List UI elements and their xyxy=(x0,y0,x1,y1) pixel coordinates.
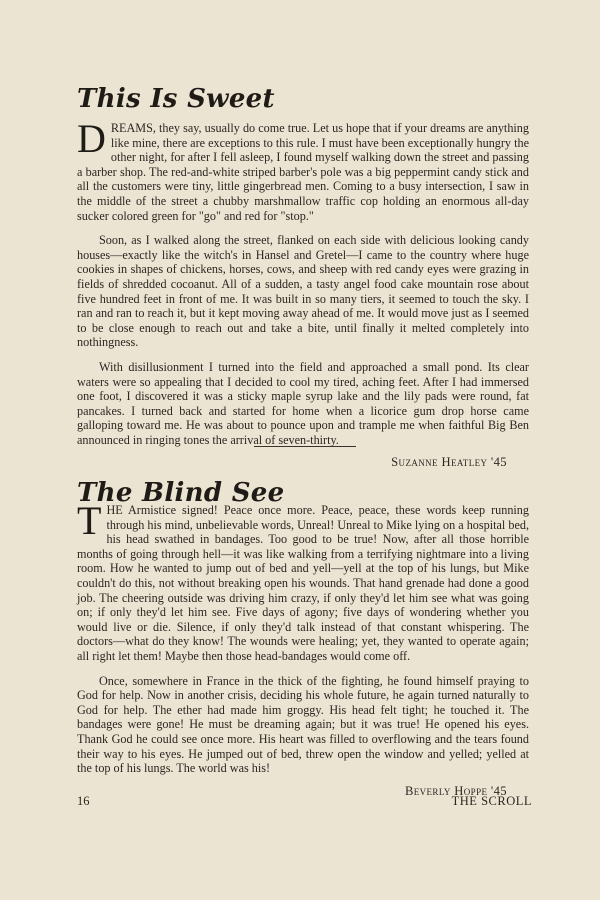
article-paragraph: DREAMS, they say, usually do come true. Let us hope that if your dreams are anything like mine, there are exceptions to this rule. I must have been exceptionally hungry the other night, for after I fell asleep, I found myself walking down the street and passing a barber shop. The red-and-white striped barber's pole was a big peppermint candy stick and all the customers were tiny, little gingerbread men. Coming to a busy intersection, I saw in the middle of the street a chubby marshmallow traffic cop holding an enormous all-day sucker colored green for "go" and red for "stop." xyxy=(77,116,529,223)
author-byline: Beverly Hoppe '45 xyxy=(404,783,507,798)
magazine-name: THE SCROLL xyxy=(451,794,532,808)
article-paragraph: Once, somewhere in France in the thick of the fighting, he found himself praying to God for help. Now in another crisis, deciding his whole future, he again turned naturally to God for help. The ether had made him groggy. His head felt tight; he touched it. The bandages were gone! He must be dreaming again; but it was true! He opened his eyes. Thank God he could see once more. His heart was filled to overflowing and the tears found their way to his eyes. He jumped out of bed, threw open the window and yelled; yelled at the top of his lungs. The world was his! xyxy=(77,673,529,776)
drop-cap: T xyxy=(77,498,102,543)
article-body xyxy=(77,498,529,798)
article-paragraph: Soon, as I walked along the street, flanked on each side with delicious looking candy houses—exactly like the witch's in Hansel and Gretel—I came to the country where huge cookies in shapes of chickens, horses, cows, and sheep with red candy eyes were grazing in fields of shredded cocoanut. All of a sudden, a tasty angel food cake mountain rose about five hundred feet in front of me. It was built in so many tiers, it seemed to touch the sky. I ran and ran to reach it, but it kept moving away ahead of me. It would move just as I seemed to be close enough to reach out and take a bite, until finally it melted completely into nothingness. xyxy=(77,233,529,350)
article-title: The Blind See xyxy=(77,478,285,508)
author-byline: Suzanne Heatley '45 xyxy=(391,455,507,470)
drop-cap: D xyxy=(77,116,106,161)
article-body xyxy=(77,116,529,470)
article-paragraph: With disillusionment I turned into the field and approached a small pond. Its clear waters were so appealing that I decided to cool my tired, aching feet. After I had immersed one foot, I discovered it was a sticky maple syrup lake and the lily pads were round, fat pancakes. I turned back and started for home when a licorice gum drop horse came galloping toward me. He was about to pounce upon and trample me when faithful Big Ben announced in ringing tones the arrival of seven-thirty. xyxy=(77,359,529,447)
article-title: This Is Sweet xyxy=(77,84,275,114)
article-paragraph: THE Armistice signed! Peace once more. Peace, peace, these words keep running through his mind, unbelievable words, Unreal! Unreal to Mike lying on a hospital bed, his head swathed in bandages. Too good to be true! Now, after all those horrible months of going through hell—it was like walking from a terrifying nightmare into a living room. How he wanted to jump out of bed and yell—yell at the top of his lungs, but Mike couldn't do this, not without breaking open his wounds. That hand grenade had done a good job. The cheering outside was driving him crazy, if only they'd let him see what was going on; if only they'd let him see. Five days of agony; five days of wondering whether you would live or die. Silence, if only they'd talk instead of that constant whispering. The doctors—what do they know! The wounds were healing; yet, they wanted to operate again; all right let them! Maybe then those head-bandages would come off. xyxy=(77,498,529,663)
page-number: 16 xyxy=(77,794,90,808)
section-divider xyxy=(254,446,356,447)
